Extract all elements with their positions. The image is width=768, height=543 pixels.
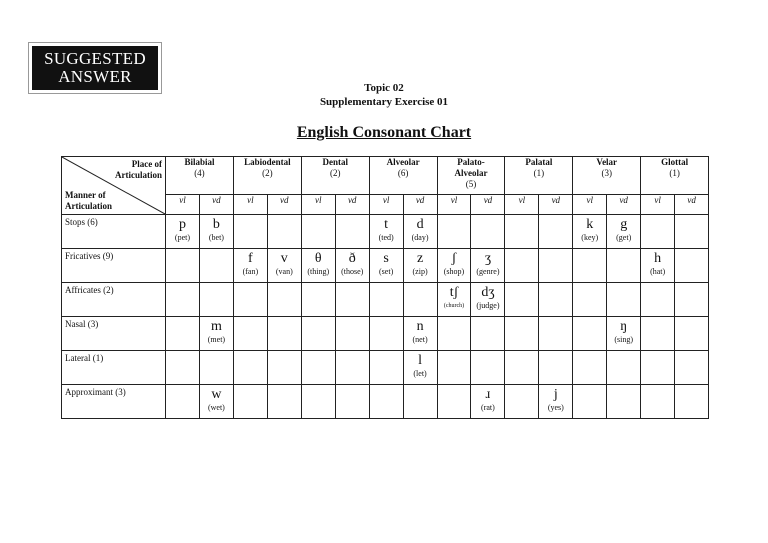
consonant-cell [403,385,437,419]
consonant-cell [573,385,607,419]
consonant-cell [166,385,200,419]
example-word: (zip) [412,267,428,276]
consonant-cell [301,283,335,317]
manner-label: Affricates (2) [62,283,166,317]
consonant-cell [641,249,675,283]
consonant-cell [301,249,335,283]
example-word: (bet) [208,233,224,242]
ipa-symbol: l [418,353,422,368]
ipa-symbol: d [416,217,424,232]
place-count: (2) [262,168,273,178]
manner-row [62,351,709,385]
consonant-cell [539,215,573,249]
consonant-cell [335,215,369,249]
badge-line-1: SUGGESTED [44,49,146,68]
example-word: (rat) [481,403,495,412]
consonant-cell [437,249,471,283]
ipa-symbol: b [212,217,220,232]
voicing-vd: vd [403,195,437,215]
consonant-cell [607,351,641,385]
example-word: (sing) [614,335,634,344]
voicing-vd: vd [539,195,573,215]
consonant-cell [335,385,369,419]
consonant-cell [199,215,233,249]
example-word: (church) [443,303,465,309]
ipa-symbol: ŋ [620,319,628,334]
ipa-symbol: tʃ [449,285,459,300]
consonant-cell [233,317,267,351]
consonant-cell [267,283,301,317]
example-word: (judge) [476,301,500,310]
consonant-cell [437,351,471,385]
consonant-cell [675,249,709,283]
consonant-cell [166,215,200,249]
voicing-vl: vl [641,195,675,215]
consonant-cell [573,249,607,283]
consonant-cell [539,249,573,283]
consonant-cell [233,283,267,317]
consonant-cell [335,283,369,317]
example-word: (pet) [174,233,191,242]
consonant-cell [403,317,437,351]
example-word: (those) [341,267,364,276]
voicing-vd: vd [199,195,233,215]
voicing-vl: vl [437,195,471,215]
consonant-cell [335,249,369,283]
consonant-cell [267,317,301,351]
consonant-cell [437,215,471,249]
voicing-vd: vd [335,195,369,215]
ipa-symbol: z [416,251,424,266]
consonant-cell [301,385,335,419]
manner-row [62,385,709,419]
ipa-symbol: v [280,251,288,266]
manner-row [62,283,709,317]
consonant-cell [607,317,641,351]
ipa-symbol: s [383,251,389,266]
example-word: (met) [207,335,226,344]
consonant-cell [437,385,471,419]
ipa-symbol: θ [314,251,322,266]
ipa-symbol: ɹ [485,387,491,402]
place-header-1: Labiodental (2) [233,157,301,195]
manner-row [62,317,709,351]
consonant-cell [573,317,607,351]
consonant-cell [675,283,709,317]
example-word: (thing) [307,267,330,276]
example-word: (set) [379,267,394,276]
voicing-vl: vl [233,195,267,215]
consonant-cell [199,351,233,385]
consonant-cell [166,317,200,351]
example-word: (get) [616,233,632,242]
consonant-cell [369,317,403,351]
consonant-cell [301,317,335,351]
consonant-cell [233,215,267,249]
consonant-cell [641,215,675,249]
voicing-vl: vl [301,195,335,215]
voicing-vd: vd [607,195,641,215]
place-header-3: Alveolar (6) [369,157,437,195]
ipa-symbol: m [210,319,222,334]
ipa-symbol: ʒ [484,251,492,266]
consonant-cell [641,283,675,317]
manner-label: Approximant (3) [62,385,166,419]
consonant-cell [539,351,573,385]
consonant-chart-table [61,156,709,419]
ipa-symbol: dʒ [481,285,495,300]
manner-label: Stops (6) [62,215,166,249]
consonant-cell [166,249,200,283]
ipa-symbol: ð [348,251,356,266]
consonant-cell [199,385,233,419]
consonant-cell [166,283,200,317]
consonant-cell [166,351,200,385]
manner-label: Fricatives (9) [62,249,166,283]
place-header-row [62,157,709,195]
place-header-7: Glottal (1) [641,157,709,195]
example-word: (let) [413,369,427,378]
manner-label: Nasal (3) [62,317,166,351]
voicing-vd: vd [267,195,301,215]
consonant-cell [607,249,641,283]
badge-line-2: ANSWER [58,67,132,86]
consonant-cell [675,215,709,249]
consonant-cell [369,249,403,283]
consonant-cell [233,249,267,283]
consonant-cell [437,283,471,317]
ipa-symbol: g [620,217,628,232]
consonant-cell [539,385,573,419]
manner-row [62,215,709,249]
place-count: (1) [533,168,545,178]
consonant-cell [267,249,301,283]
topic-label: Topic 02 [364,82,404,94]
consonant-cell [267,351,301,385]
example-word: (yes) [547,403,564,412]
manner-of-articulation-label: Manner of Articulation [65,190,112,211]
consonant-cell [267,385,301,419]
consonant-cell [641,351,675,385]
consonant-cell [539,317,573,351]
example-word: (key) [581,233,599,242]
ipa-symbol: k [586,217,594,232]
place-of-articulation-label: Place of Articulation [115,159,162,180]
consonant-cell [335,351,369,385]
example-word: (wet) [207,403,225,412]
consonant-cell [505,283,539,317]
ipa-symbol: t [384,217,389,232]
place-header-0: Bilabial (4) [166,157,234,195]
consonant-cell [233,351,267,385]
consonant-cell [573,351,607,385]
consonant-cell [199,249,233,283]
place-count: (2) [329,168,341,178]
consonant-cell [471,215,505,249]
voicing-vl: vl [573,195,607,215]
ipa-symbol: h [654,251,662,266]
place-header-2: Dental (2) [301,157,369,195]
consonant-cell [369,283,403,317]
consonant-cell [403,249,437,283]
consonant-cell [641,385,675,419]
ipa-symbol: ʃ [451,251,457,266]
consonant-cell [267,215,301,249]
example-word: (net) [412,335,428,344]
consonant-cell [641,317,675,351]
consonant-cell [573,283,607,317]
consonant-cell [505,317,539,351]
consonant-cell [403,283,437,317]
corner-cell [62,157,166,215]
ipa-symbol: p [178,217,186,232]
consonant-cell [505,215,539,249]
place-count: (1) [669,168,680,178]
voicing-vd: vd [675,195,709,215]
place-count: (3) [601,168,612,178]
consonant-cell [675,317,709,351]
consonant-cell [573,215,607,249]
voicing-vl: vl [166,195,200,215]
consonant-cell [505,351,539,385]
exercise-subtitle: Supplementary Exercise 01 [319,96,449,108]
page-title-text: English Consonant Chart [296,124,472,141]
place-count: (6) [397,168,409,178]
place-header-6: Velar (3) [573,157,641,195]
example-word: (shop) [443,267,465,276]
page-title [0,124,768,142]
example-word: (day) [411,233,429,242]
place-header-4: Palato- Alveolar (5) [437,157,505,195]
manner-label: Lateral (1) [62,351,166,385]
consonant-cell [607,215,641,249]
consonant-cell [437,317,471,351]
consonant-cell [335,317,369,351]
consonant-cell [675,385,709,419]
ipa-symbol: w [211,387,222,402]
example-word: (van) [275,267,293,276]
consonant-cell [199,283,233,317]
place-count: (5) [465,179,477,189]
example-word: (hat) [650,267,666,276]
consonant-cell [607,385,641,419]
consonant-cell [301,351,335,385]
consonant-cell [369,215,403,249]
consonant-cell [505,385,539,419]
example-word: (fan) [242,267,259,276]
example-word: (ted) [378,233,394,242]
consonant-cell [607,283,641,317]
ipa-symbol: j [553,387,558,402]
place-count: (4) [194,168,205,178]
consonant-cell [471,249,505,283]
consonant-cell [403,215,437,249]
consonant-cell [471,317,505,351]
consonant-cell [471,385,505,419]
ipa-symbol: n [416,319,424,334]
consonant-cell [539,283,573,317]
consonant-cell [301,215,335,249]
consonant-cell [369,385,403,419]
voicing-vl: vl [369,195,403,215]
ipa-symbol: f [248,251,253,266]
consonant-cell [471,351,505,385]
consonant-cell [369,351,403,385]
consonant-cell [233,385,267,419]
consonant-cell [199,317,233,351]
voicing-vd: vd [471,195,505,215]
consonant-cell [403,351,437,385]
manner-row [62,249,709,283]
consonant-cell [675,351,709,385]
place-header-5: Palatal (1) [505,157,573,195]
consonant-cell [471,283,505,317]
example-word: (genre) [476,267,500,276]
consonant-cell [505,249,539,283]
voicing-vl: vl [505,195,539,215]
